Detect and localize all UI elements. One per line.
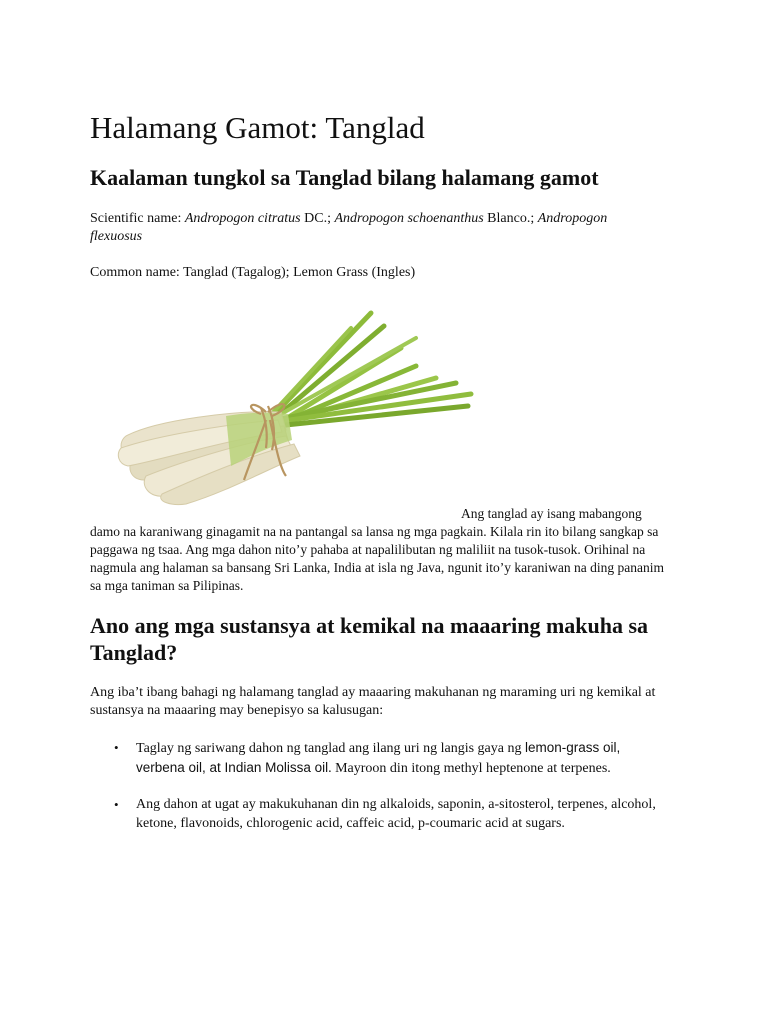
bullet-list-2 [90,795,670,833]
scientific-author-1: DC.; [300,211,335,226]
scientific-name-2: Andropogon schoenanthus [334,211,484,226]
bullet2-text: Ang dahon at ugat ay makukuhanan din ng alkaloids, saponin, a-sitosterol, terpenes, alcohol, ketone, flavonoids, chlorogenic acid, caffeic acid, p-coumaric acid at sugars. [136,797,656,831]
scientific-label: Scientific name: [90,211,185,226]
list-item [90,738,670,778]
scientific-name-1: Andropogon citratus [184,211,301,226]
bullet-icon: • [114,740,119,755]
bullet1-text-a: Taglay ng sariwang dahon ng tanglad ang ilang uri ng langis gaya ng [136,741,525,756]
bullet1-text-b: lemon-grass oil, verbena oil, at Indian Molissa oil [136,740,621,775]
common-name: Common name: Tanglad (Tagalog); Lemon Grass (Ingles) [90,265,416,280]
description-rest: damo na karaniwang ginagamit na na pantangal sa lansa ng mga pagkain. Kilala rin ito bilang sangkap sa paggawa ng tsaa. Ang mga dahon nito’y pahaba at napalilibutan ng maliliit na tusok-tusok. Orihinal na nagmula ang halaman sa bansang Sri Lanka, India at isla ng Java, ngunit ito’y karaniwan na ding pananim sa mga taniman sa Pilipinas. [90,524,664,593]
list-item [90,795,670,833]
subtitle-heading: Kaalaman tungkol sa Tanglad bilang halamang gamot [90,165,599,190]
description-paragraph [90,505,675,595]
bullet-list-1 [90,738,670,778]
lemongrass-image [116,308,476,508]
bullet1-text-c: . Mayroon din itong methyl heptenone at terpenes. [328,761,611,776]
scientific-name [90,210,660,246]
scientific-name-3: Andropogon flexuosus [90,211,608,244]
page-title: Halamang Gamot: Tanglad [90,110,425,145]
description-first-line: Ang tanglad ay isang mabangong [461,506,642,521]
section-intro: Ang iba’t ibang bahagi ng halamang tanglad ay maaaring makuhanan ng maraming uri ng kemikal at sustansya na maaaring may benepisyo sa kalusugan: [90,685,656,718]
bullet-icon: • [114,797,119,812]
section-heading: Ano ang mga sustansya at kemikal na maaaring makuha sa Tanglad? [90,613,649,665]
scientific-author-2: Blanco.; [483,211,538,226]
